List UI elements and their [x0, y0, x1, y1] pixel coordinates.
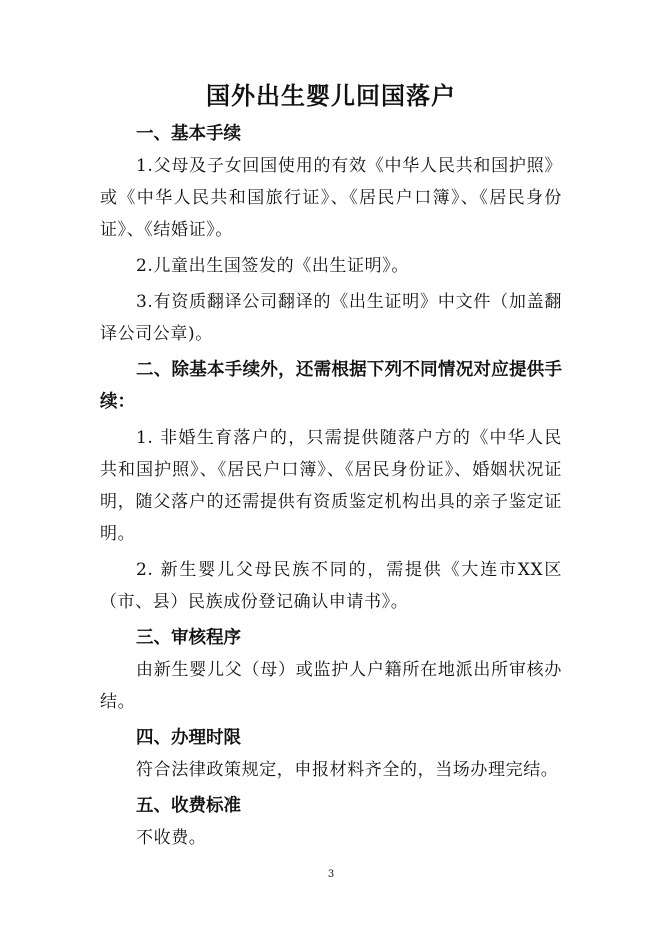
paragraph-additional-1: 1. 非婚生育落户的，只需提供随落户方的《中华人民共和国护照》、《居民户口簿》、《居民身份证》、婚姻状况证明，随父落户的还需提供有资质鉴定机构出具的亲子鉴定证明。 — [100, 428, 562, 544]
paragraph-basic-1: 1.父母及子女回国使用的有效《中华人民共和国护照》或《中华人民共和国旅行证》、《居民户口簿》、《居民身份证》、《结婚证》。 — [100, 156, 562, 240]
page-number: 3 — [327, 869, 335, 880]
section-heading-fee-standard: 五、收费标准 — [136, 796, 241, 816]
section-heading-basic-procedures: 一、基本手续 — [136, 124, 241, 144]
paragraph-basic-2: 2.儿童出生国签发的《出生证明》。 — [136, 256, 409, 276]
section-heading-time-limit: 四、办理时限 — [136, 728, 241, 748]
document-body — [100, 118, 562, 854]
paragraph-additional-2: 2. 新生婴儿父母民族不同的，需提供《大连市XX区（市、县）民族成份登记确认申请书》。 — [100, 560, 562, 612]
paragraph-basic-3: 3.有资质翻译公司翻译的《出生证明》中文件（加盖翻译公司公章)。 — [100, 292, 562, 344]
page-title: 国外出生婴儿回国落户 — [206, 82, 456, 110]
paragraph-review: 由新生婴儿父（母）或监护人户籍所在地派出所审核办结。 — [100, 660, 562, 712]
paragraph-time-limit: 符合法律政策规定，申报材料齐全的，当场办理完结。 — [136, 760, 559, 780]
section-heading-additional-procedures: 二、除基本手续外，还需根据下列不同情况对应提供手续： — [100, 360, 562, 412]
section-heading-review-procedure: 三、审核程序 — [136, 628, 241, 648]
paragraph-fee: 不收费。 — [136, 828, 207, 848]
